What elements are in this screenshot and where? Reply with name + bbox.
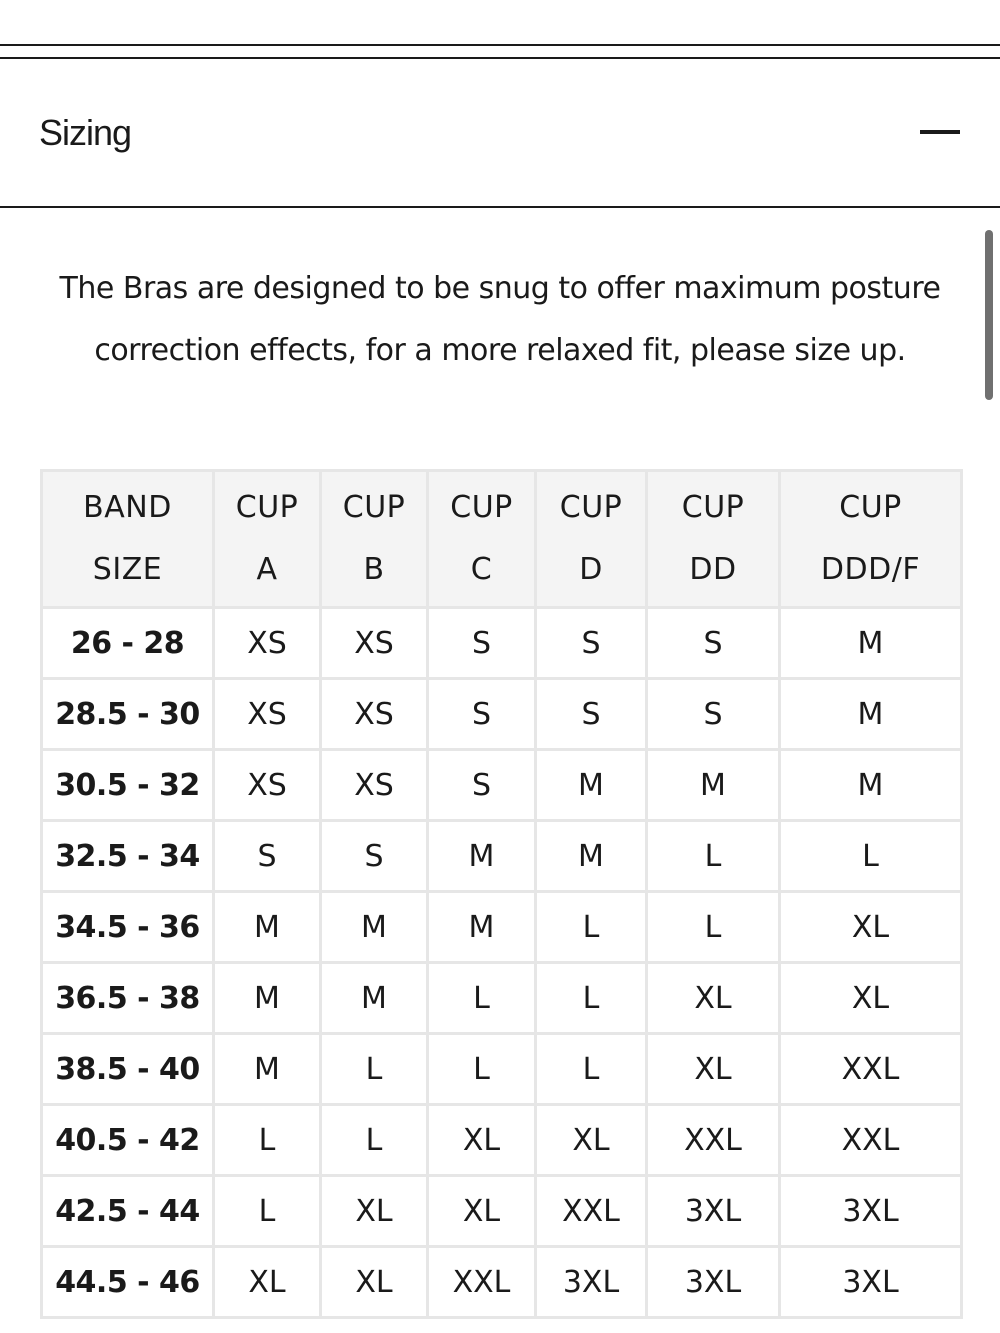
band-size-cell: 38.5 - 40	[42, 1034, 214, 1105]
size-cell: S	[647, 608, 780, 679]
size-cell: XS	[321, 608, 428, 679]
size-cell: M	[780, 750, 962, 821]
size-cell: XXL	[780, 1105, 962, 1176]
size-cell: L	[647, 821, 780, 892]
size-chart-table	[40, 469, 963, 1319]
sizing-accordion-header[interactable]	[0, 59, 1000, 207]
header-line: A	[256, 552, 278, 587]
size-cell: S	[536, 608, 647, 679]
band-size-cell: 32.5 - 34	[42, 821, 214, 892]
header-line: D	[579, 552, 603, 587]
header-band-size	[42, 471, 214, 608]
size-cell: M	[428, 821, 536, 892]
sizing-description: The Bras are designed to be snug to offer maximum posture correction effects, for a more relaxed fit, please size up.	[59, 271, 941, 368]
size-cell: XS	[214, 679, 321, 750]
header-line: B	[363, 552, 385, 587]
table-row	[42, 1105, 962, 1176]
band-size-cell: 36.5 - 38	[42, 963, 214, 1034]
band-size-cell: 42.5 - 44	[42, 1176, 214, 1247]
size-cell: M	[214, 1034, 321, 1105]
band-size-cell: 44.5 - 46	[42, 1247, 214, 1318]
size-cell: XXL	[647, 1105, 780, 1176]
size-cell: XL	[321, 1176, 428, 1247]
size-cell: L	[647, 892, 780, 963]
band-size-cell: 34.5 - 36	[42, 892, 214, 963]
size-cell: S	[214, 821, 321, 892]
header-line: CUP	[450, 490, 513, 525]
header-cup-6	[780, 471, 962, 608]
accordion-divider	[0, 206, 1000, 208]
size-cell: L	[214, 1105, 321, 1176]
top-divider	[0, 44, 1000, 46]
header-cup-1	[214, 471, 321, 608]
size-cell: XL	[428, 1176, 536, 1247]
header-line: SIZE	[92, 552, 163, 587]
size-cell: XL	[321, 1247, 428, 1318]
size-cell: XL	[647, 1034, 780, 1105]
size-cell: M	[536, 821, 647, 892]
size-cell: M	[214, 963, 321, 1034]
size-cell: L	[428, 963, 536, 1034]
table-row	[42, 608, 962, 679]
header-line: DDD/F	[820, 552, 921, 587]
band-size-cell: 26 - 28	[42, 608, 214, 679]
header-cup-2	[321, 471, 428, 608]
size-cell: XS	[214, 750, 321, 821]
size-cell: L	[214, 1176, 321, 1247]
size-cell: S	[536, 679, 647, 750]
size-cell: S	[647, 679, 780, 750]
size-cell: L	[321, 1034, 428, 1105]
size-cell: L	[536, 892, 647, 963]
size-cell: XS	[214, 608, 321, 679]
size-cell: XXL	[780, 1034, 962, 1105]
scrollbar-thumb[interactable]	[985, 230, 993, 400]
header-line: CUP	[342, 490, 406, 525]
header-line: CUP	[839, 490, 902, 525]
size-cell: M	[321, 963, 428, 1034]
size-cell: S	[428, 750, 536, 821]
size-cell: S	[428, 679, 536, 750]
size-cell: 3XL	[780, 1247, 962, 1318]
size-cell: L	[780, 821, 962, 892]
header-cup-3	[428, 471, 536, 608]
table-body	[42, 608, 962, 1318]
size-cell: L	[536, 963, 647, 1034]
size-cell: M	[321, 892, 428, 963]
header-line: DD	[689, 552, 737, 587]
size-cell: M	[780, 679, 962, 750]
size-cell: 3XL	[647, 1176, 780, 1247]
table-row	[42, 1247, 962, 1318]
size-cell: XL	[780, 892, 962, 963]
band-size-cell: 28.5 - 30	[42, 679, 214, 750]
size-cell: 3XL	[780, 1176, 962, 1247]
table-row	[42, 1034, 962, 1105]
size-cell: L	[536, 1034, 647, 1105]
size-cell: S	[428, 608, 536, 679]
header-cup-4	[536, 471, 647, 608]
size-cell: M	[214, 892, 321, 963]
table-row	[42, 821, 962, 892]
size-cell: XS	[321, 750, 428, 821]
table-row	[42, 1176, 962, 1247]
table-header-row	[42, 471, 962, 608]
band-size-cell: 30.5 - 32	[42, 750, 214, 821]
size-cell: L	[428, 1034, 536, 1105]
size-cell: XXL	[428, 1247, 536, 1318]
band-size-cell: 40.5 - 42	[42, 1105, 214, 1176]
size-cell: S	[321, 821, 428, 892]
header-cup-5	[647, 471, 780, 608]
size-cell: XL	[536, 1105, 647, 1176]
table-row	[42, 679, 962, 750]
size-cell: M	[780, 608, 962, 679]
table-row	[42, 892, 962, 963]
minus-icon[interactable]	[920, 130, 960, 134]
size-cell: L	[321, 1105, 428, 1176]
size-cell: XL	[428, 1105, 536, 1176]
header-line: BAND	[83, 490, 172, 525]
header-line: CUP	[681, 490, 745, 525]
size-cell: XL	[647, 963, 780, 1034]
size-cell: XXL	[536, 1176, 647, 1247]
header-line: CUP	[235, 490, 299, 525]
size-cell: 3XL	[536, 1247, 647, 1318]
size-cell: M	[536, 750, 647, 821]
size-cell: XS	[321, 679, 428, 750]
size-cell: 3XL	[647, 1247, 780, 1318]
size-cell: XL	[214, 1247, 321, 1318]
table-row	[42, 963, 962, 1034]
size-cell: M	[428, 892, 536, 963]
accordion-title: Sizing	[39, 112, 132, 153]
header-line: C	[470, 552, 493, 587]
header-line: CUP	[559, 490, 623, 525]
table-row	[42, 750, 962, 821]
size-cell: M	[647, 750, 780, 821]
size-cell: XL	[780, 963, 962, 1034]
